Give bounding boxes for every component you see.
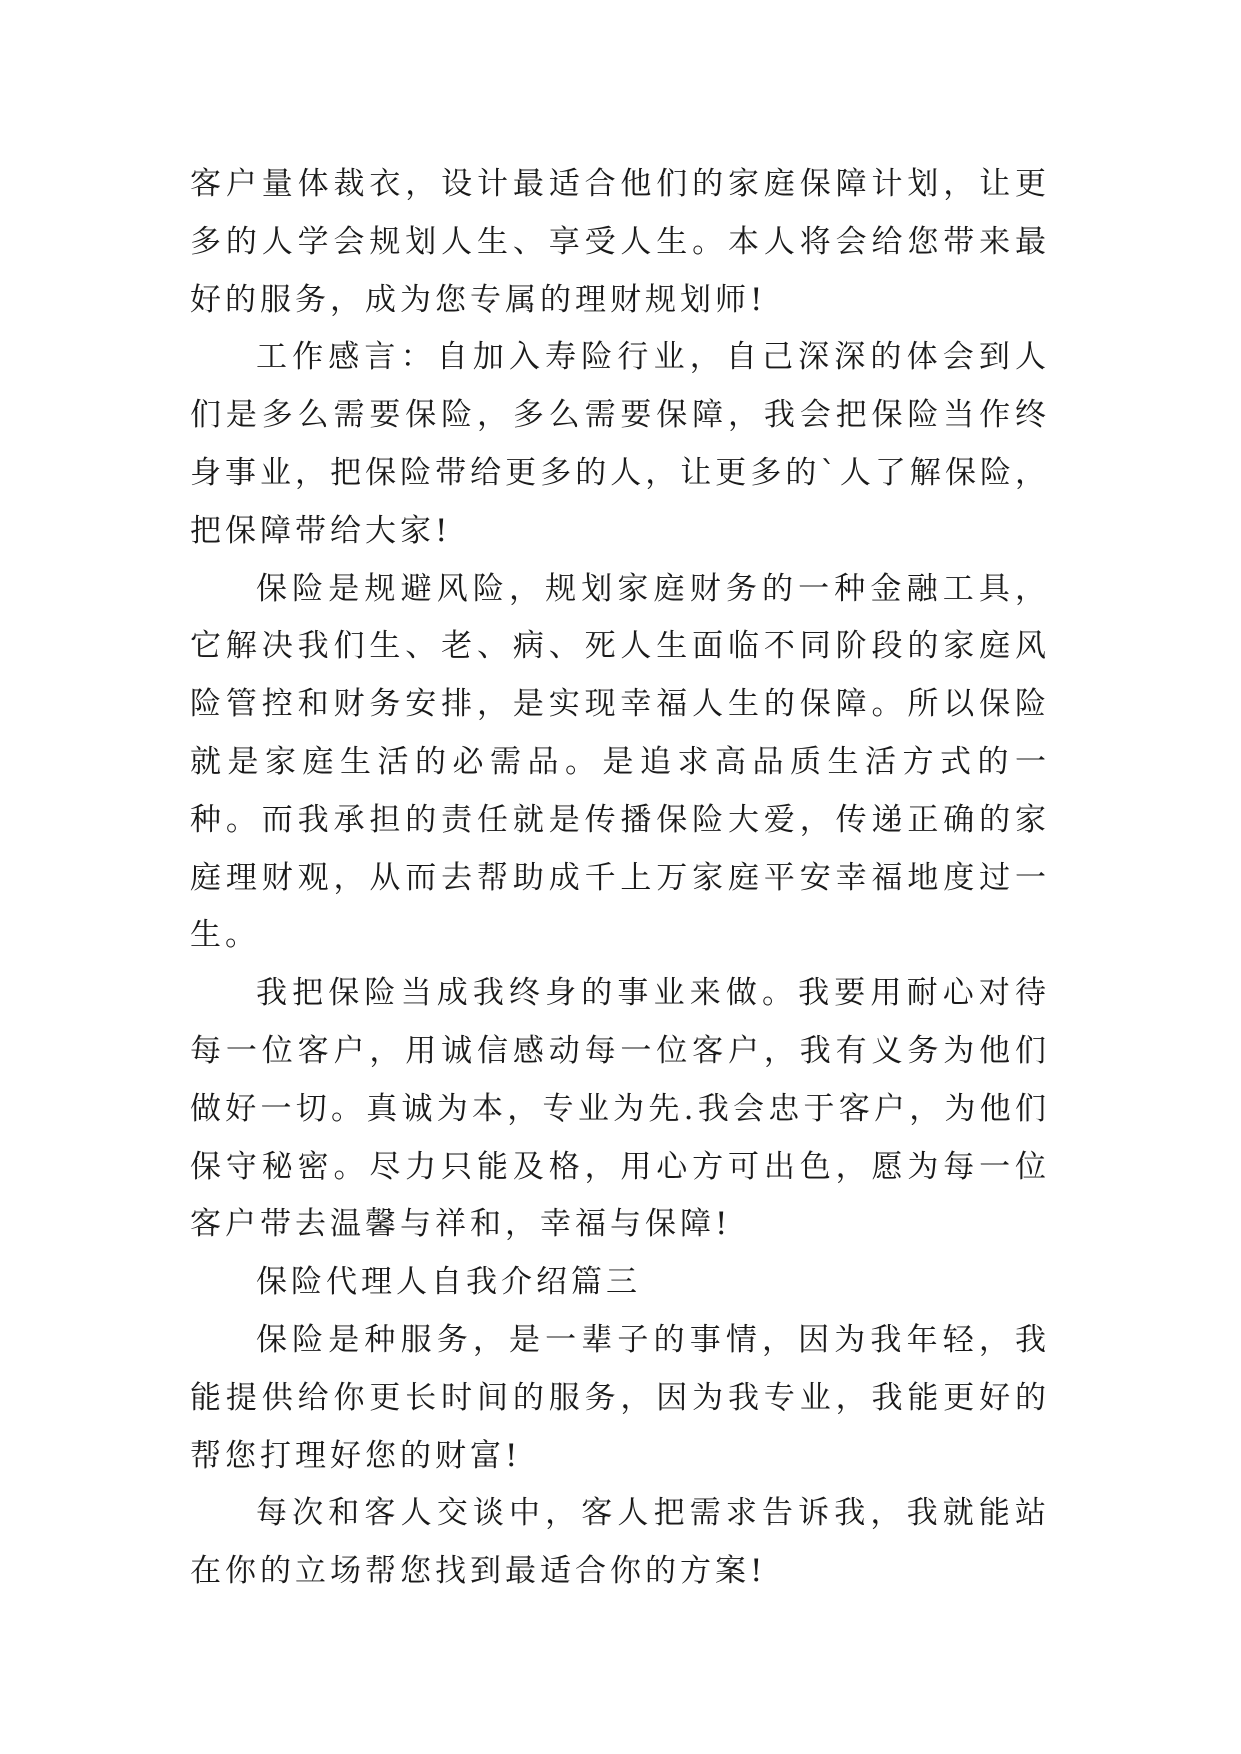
document-page <box>190 156 1050 1601</box>
section-heading: 保险代理人自我介绍篇三 <box>256 1264 641 1301</box>
paragraph-2: 工作感言：自加入寿险行业，自己深深的体会到人们是多么需要保险，多么需要保障，我会把保险当作终身事业，把保险带给更多的人，让更多的`人了解保险，把保障带给大家! <box>190 339 1050 549</box>
paragraph-6: 每次和客人交谈中，客人把需求告诉我，我就能站在你的立场帮您找到最适合你的方案! <box>190 1495 1050 1590</box>
paragraph-5: 保险是种服务，是一辈子的事情，因为我年轻，我能提供给你更长时间的服务，因为我专业，我能更好的帮您打理好您的财富! <box>190 1321 1050 1474</box>
paragraph-4: 我把保险当成我终身的事业来做。我要用耐心对待每一位客户，用诚信感动每一位客户，我有义务为他们做好一切。真诚为本，专业为先.我会忠于客户，为他们保守秘密。尽力只能及格，用心方可出色，愿为每一位客户带去温馨与祥和，幸福与保障! <box>190 975 1050 1243</box>
paragraph-1: 客户量体裁衣，设计最适合他们的家庭保障计划，让更多的人学会规划人生、享受人生。本人将会给您带来最好的服务，成为您专属的理财规划师! <box>190 166 1050 318</box>
paragraph-3: 保险是规避风险，规划家庭财务的一种金融工具，它解决我们生、老、病、死人生面临不同阶段的家庭风险管控和财务安排，是实现幸福人生的保障。所以保险就是家庭生活的必需品。是追求高品质生活方式的一种。而我承担的责任就是传播保险大爱，传递正确的家庭理财观，从而去帮助成千上万家庭平安幸福地度过一生。 <box>190 570 1050 954</box>
